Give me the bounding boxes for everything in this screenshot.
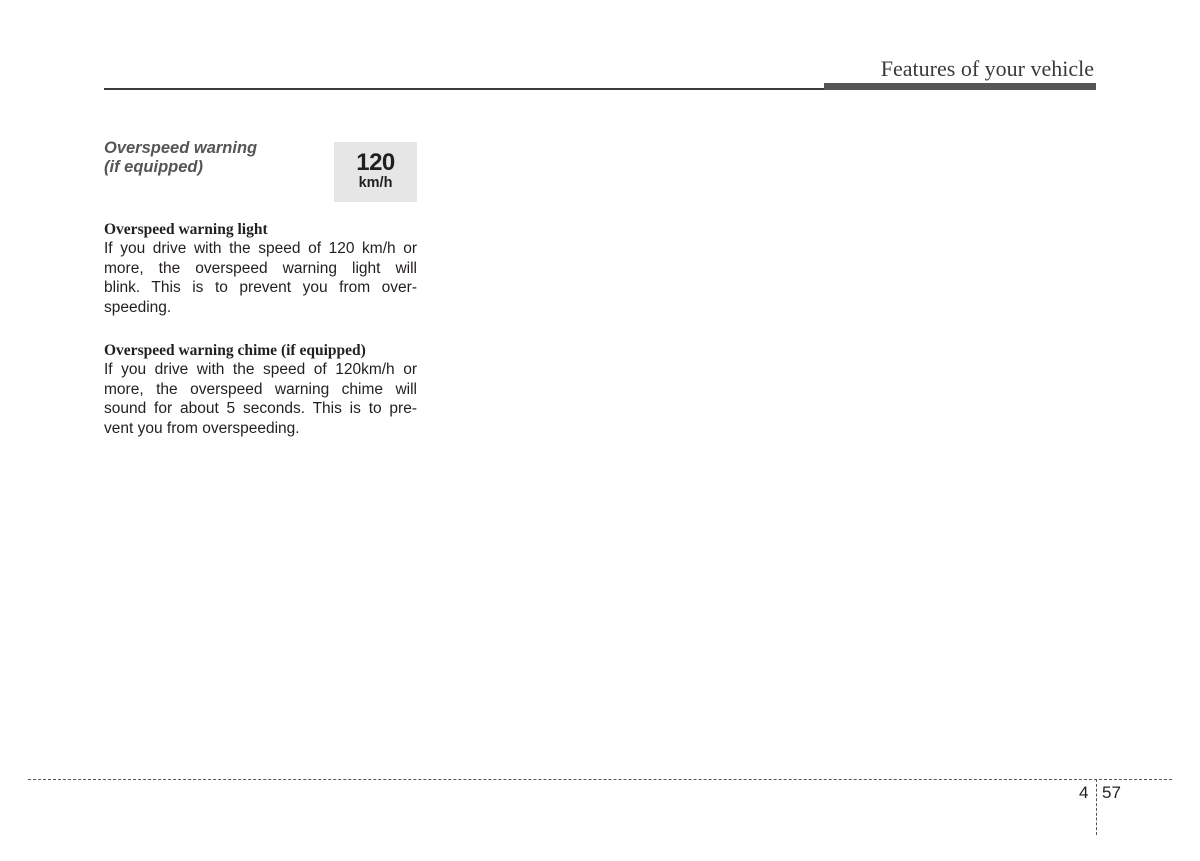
- section-heading: [104, 139, 304, 177]
- warning-light-section: [104, 220, 417, 317]
- chapter-number: 4: [1079, 783, 1089, 802]
- footer-rule: [28, 779, 1172, 780]
- warning-light-line: blink. This is to prevent you from over-: [104, 279, 417, 296]
- speed-value: 120: [356, 149, 395, 176]
- warning-chime-line: more, the overspeed warning chime will: [104, 380, 417, 398]
- warning-light-line: speeding.: [104, 298, 172, 316]
- page-number: 57: [1102, 783, 1121, 802]
- warning-light-line: more, the overspeed warning light will: [104, 259, 417, 277]
- warning-chime-line: sound for about 5 seconds. This is to pre-: [104, 400, 417, 417]
- speed-unit: km/h: [358, 175, 393, 191]
- section-heading-line2: (if equipped): [104, 158, 203, 176]
- warning-chime-title: Overspeed warning chime (if equipped): [104, 342, 366, 359]
- section-heading-line1: Overspeed warning: [104, 139, 258, 157]
- warning-light-title: Overspeed warning light: [104, 221, 268, 238]
- warning-chime-line: vent you from overspeeding.: [104, 419, 300, 437]
- header-bar: [824, 83, 1096, 90]
- warning-chime-section: [104, 341, 417, 438]
- header-title: Features of your vehicle: [880, 56, 1094, 81]
- header-rule: [104, 88, 824, 90]
- warning-light-line: If you drive with the speed of 120 km/h or: [104, 240, 417, 257]
- footer-divider: [1096, 779, 1097, 835]
- overspeed-indicator: [334, 142, 417, 202]
- warning-chime-line: If you drive with the speed of 120km/h or: [104, 361, 417, 378]
